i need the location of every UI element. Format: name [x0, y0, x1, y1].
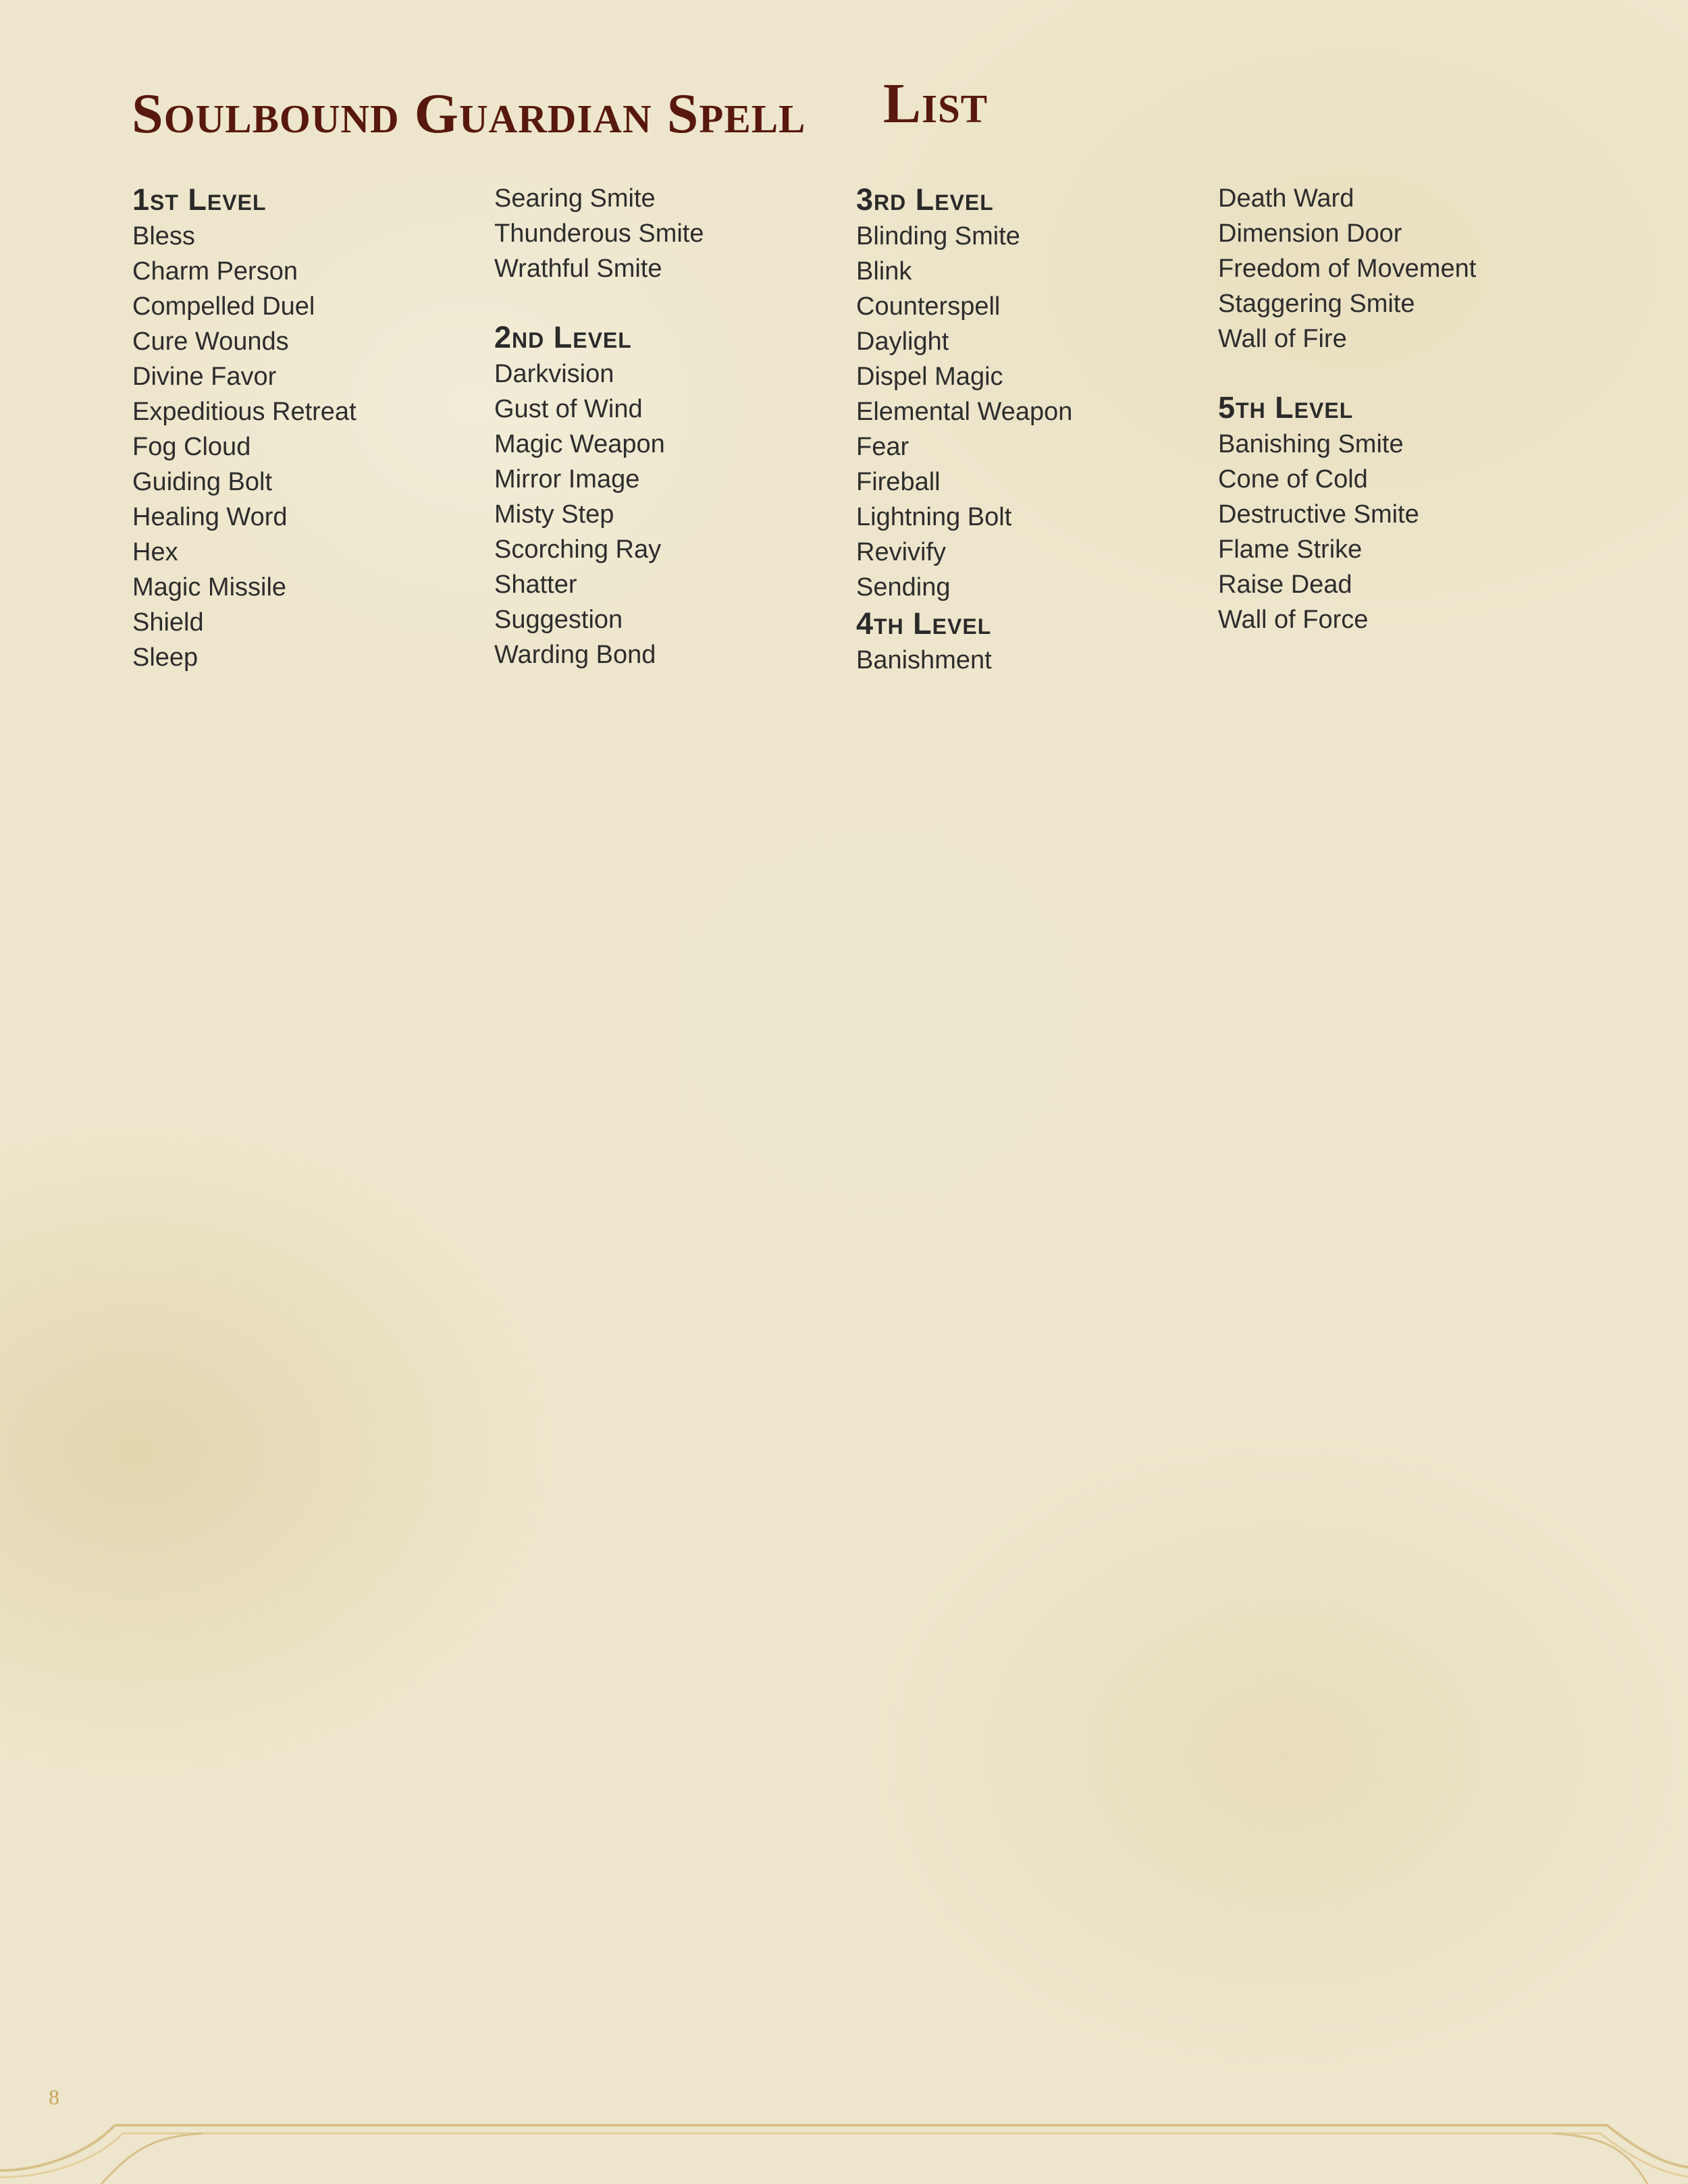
level-heading: 5th Level: [1218, 390, 1354, 425]
spell-item: Fireball: [856, 468, 941, 496]
spell-item: Raise Dead: [1218, 570, 1352, 599]
spell-item: Death Ward: [1218, 184, 1354, 213]
spell-item: Flame Strike: [1218, 535, 1363, 564]
spell-list: [494, 181, 845, 286]
spell-item: Banishment: [856, 646, 992, 674]
spell-item: Expeditious Retreat: [132, 398, 357, 426]
spell-item: Cone of Cold: [1218, 465, 1368, 494]
level-heading: 3rd Level: [856, 182, 994, 217]
spell-item: Elemental Weapon: [856, 398, 1073, 426]
spell-item: Compelled Duel: [132, 292, 315, 321]
spell-item: Mirror Image: [494, 465, 640, 494]
page-title-continued: List: [883, 72, 988, 135]
spell-column-2: [494, 181, 845, 672]
spell-list: [1218, 181, 1569, 356]
spell-item: Destructive Smite: [1218, 500, 1419, 529]
spell-item: Fog Cloud: [132, 433, 251, 461]
page-title: Soulbound Guardian Spell: [132, 82, 806, 145]
spell-item: Suggestion: [494, 606, 623, 634]
page-number: 8: [49, 2085, 59, 2109]
spell-item: Cure Wounds: [132, 327, 289, 356]
spell-item: Sending: [856, 573, 951, 602]
footer-ornament: [0, 2106, 1688, 2184]
spell-item: Lightning Bolt: [856, 503, 1012, 531]
spell-item: Hex: [132, 538, 178, 566]
spell-item: Wall of Force: [1218, 606, 1369, 634]
spell-item: Banishing Smite: [1218, 430, 1404, 458]
level-heading: 2nd Level: [494, 320, 632, 354]
spell-item: Counterspell: [856, 292, 1001, 321]
spell-column-4: [1218, 181, 1569, 637]
spell-item: Shatter: [494, 570, 577, 599]
spell-item: Freedom of Movement: [1218, 255, 1477, 283]
spell-list: [494, 356, 845, 672]
spell-item: Magic Missile: [132, 573, 287, 602]
spell-list: [856, 643, 1207, 678]
spell-column-1: [132, 181, 483, 675]
spell-item: Shield: [132, 608, 204, 637]
spell-item: Staggering Smite: [1218, 290, 1415, 318]
spell-item: Healing Word: [132, 503, 288, 531]
level-heading: 4th Level: [856, 606, 992, 641]
spell-item: Guiding Bolt: [132, 468, 273, 496]
spell-item: Daylight: [856, 327, 949, 356]
spell-item: Blink: [856, 257, 912, 286]
section-gap: [494, 286, 845, 319]
spell-item: Wrathful Smite: [494, 255, 662, 283]
spell-item: Warding Bond: [494, 641, 656, 669]
spell-item: Gust of Wind: [494, 395, 643, 423]
spell-item: Dimension Door: [1218, 219, 1402, 248]
spell-list: [1218, 427, 1569, 637]
spell-item: Magic Weapon: [494, 430, 665, 458]
spell-item: Scorching Ray: [494, 535, 662, 564]
spell-item: Dispel Magic: [856, 363, 1003, 391]
spell-list: [132, 219, 483, 675]
spell-item: Blinding Smite: [856, 222, 1020, 250]
spell-item: Misty Step: [494, 500, 614, 529]
spell-item: Darkvision: [494, 360, 614, 388]
section-gap: [1218, 356, 1569, 389]
level-heading: 1st Level: [132, 182, 267, 217]
spell-item: Bless: [132, 222, 195, 250]
spell-item: Searing Smite: [494, 184, 656, 213]
spell-item: Charm Person: [132, 257, 298, 286]
spell-column-3: [856, 181, 1207, 678]
spell-list: [856, 219, 1207, 605]
spell-item: Sleep: [132, 643, 199, 672]
spell-item: Fear: [856, 433, 909, 461]
spell-item: Wall of Fire: [1218, 325, 1347, 353]
spell-item: Divine Favor: [132, 363, 277, 391]
spell-item: Thunderous Smite: [494, 219, 704, 248]
spell-item: Revivify: [856, 538, 947, 566]
